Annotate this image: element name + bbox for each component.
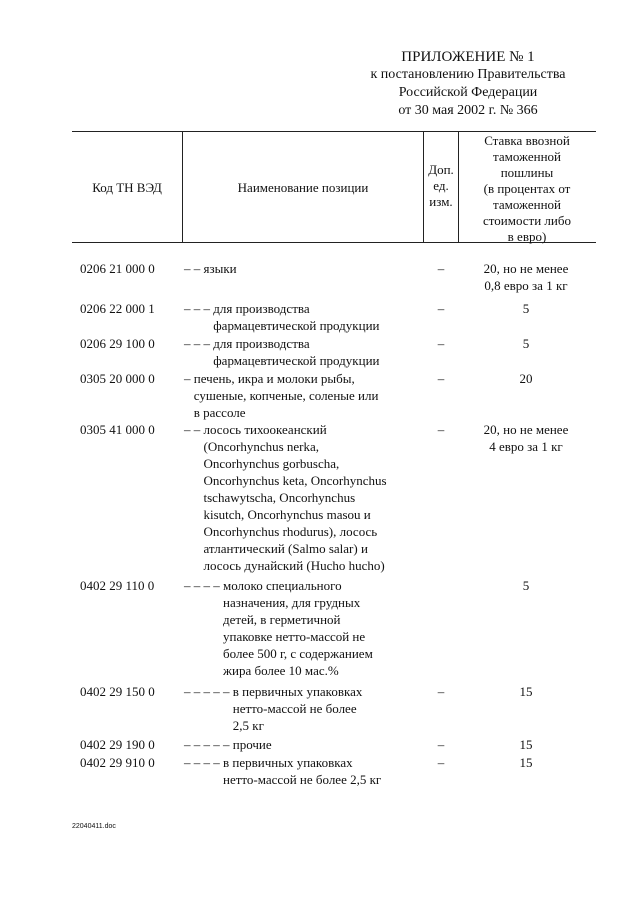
row-rate: 20, но не менее 4 евро за 1 кг <box>483 422 569 454</box>
row-rate: 15 <box>519 755 533 770</box>
row-rate: 20 <box>519 371 533 386</box>
row-unit: – <box>437 371 445 386</box>
appendix-line-2: к постановлению Правительства <box>370 67 566 82</box>
row-code: 0206 21 000 0 <box>80 261 155 276</box>
row-code: 0402 29 910 0 <box>80 755 155 770</box>
column-header-unit: Доп. ед. изм. <box>428 162 454 209</box>
row-code: 0206 29 100 0 <box>80 336 155 351</box>
row-name: – – – – – прочие <box>184 737 272 752</box>
row-code: 0305 20 000 0 <box>80 371 155 386</box>
row-rate: 5 <box>522 336 530 351</box>
row-name: – – – – – в первичных упаковках нетто-массой не более 2,5 кг <box>184 684 363 733</box>
row-rate: 15 <box>519 684 533 699</box>
row-unit: – <box>437 684 445 699</box>
row-unit: – <box>437 422 445 437</box>
appendix-header <box>358 48 578 120</box>
row-rate: 5 <box>522 578 530 593</box>
row-code: 0305 41 000 0 <box>80 422 155 437</box>
row-unit: – <box>437 261 445 276</box>
appendix-title: ПРИЛОЖЕНИЕ № 1 <box>401 49 535 65</box>
row-rate: 5 <box>522 301 530 316</box>
appendix-line-4: от 30 мая 2002 г. № 366 <box>398 103 538 118</box>
column-divider-1 <box>182 131 183 243</box>
column-header-code: Код ТН ВЭД <box>92 180 162 195</box>
row-name: – – – для производства фармацевтической продукции <box>184 301 380 333</box>
row-code: 0402 29 190 0 <box>80 737 155 752</box>
row-name: – – – – в первичных упаковках нетто-массой не более 2,5 кг <box>184 755 382 787</box>
row-code: 0206 22 000 1 <box>80 301 155 316</box>
row-name: – – – – молоко специального назначения, для грудных детей, в герметичной упаковке нетто-массой не более 500 г, с содержанием жира более 10 мас.% <box>184 578 373 678</box>
file-name-footer: 22040411.doc <box>72 823 116 830</box>
row-name: – – – для производства фармацевтической продукции <box>184 336 380 368</box>
row-rate: 20, но не менее 0,8 евро за 1 кг <box>483 261 569 293</box>
column-header-rate: Ставка ввозной таможенной пошлины (в процентах от таможенной стоимости либо в евро) <box>482 133 571 244</box>
row-name: – – языки <box>184 261 237 276</box>
appendix-line-3: Российской Федерации <box>398 85 538 100</box>
row-name: – печень, икра и молоки рыбы, сушеные, копченые, соленые или в рассоле <box>184 371 379 420</box>
row-unit: – <box>437 301 445 316</box>
row-unit: – <box>437 336 445 351</box>
row-unit: – <box>437 755 445 770</box>
row-code: 0402 29 110 0 <box>80 578 155 593</box>
table-top-rule <box>72 131 596 132</box>
row-code: 0402 29 150 0 <box>80 684 155 699</box>
row-name: – – лосось тихоокеанский (Oncorhynchus nerka, Oncorhynchus gorbuscha, Oncorhynchus keta, Oncorhynchus tschawytscha, Oncorhynchus kisutch, Oncorhynchus masou и Oncorhynchus rhodurus), лосось атлантический (Salmo salar) и лосось дунайский (Hucho hucho) <box>184 422 387 573</box>
column-header-name: Наименование позиции <box>237 180 369 195</box>
row-rate: 15 <box>519 737 533 752</box>
row-unit: – <box>437 737 445 752</box>
